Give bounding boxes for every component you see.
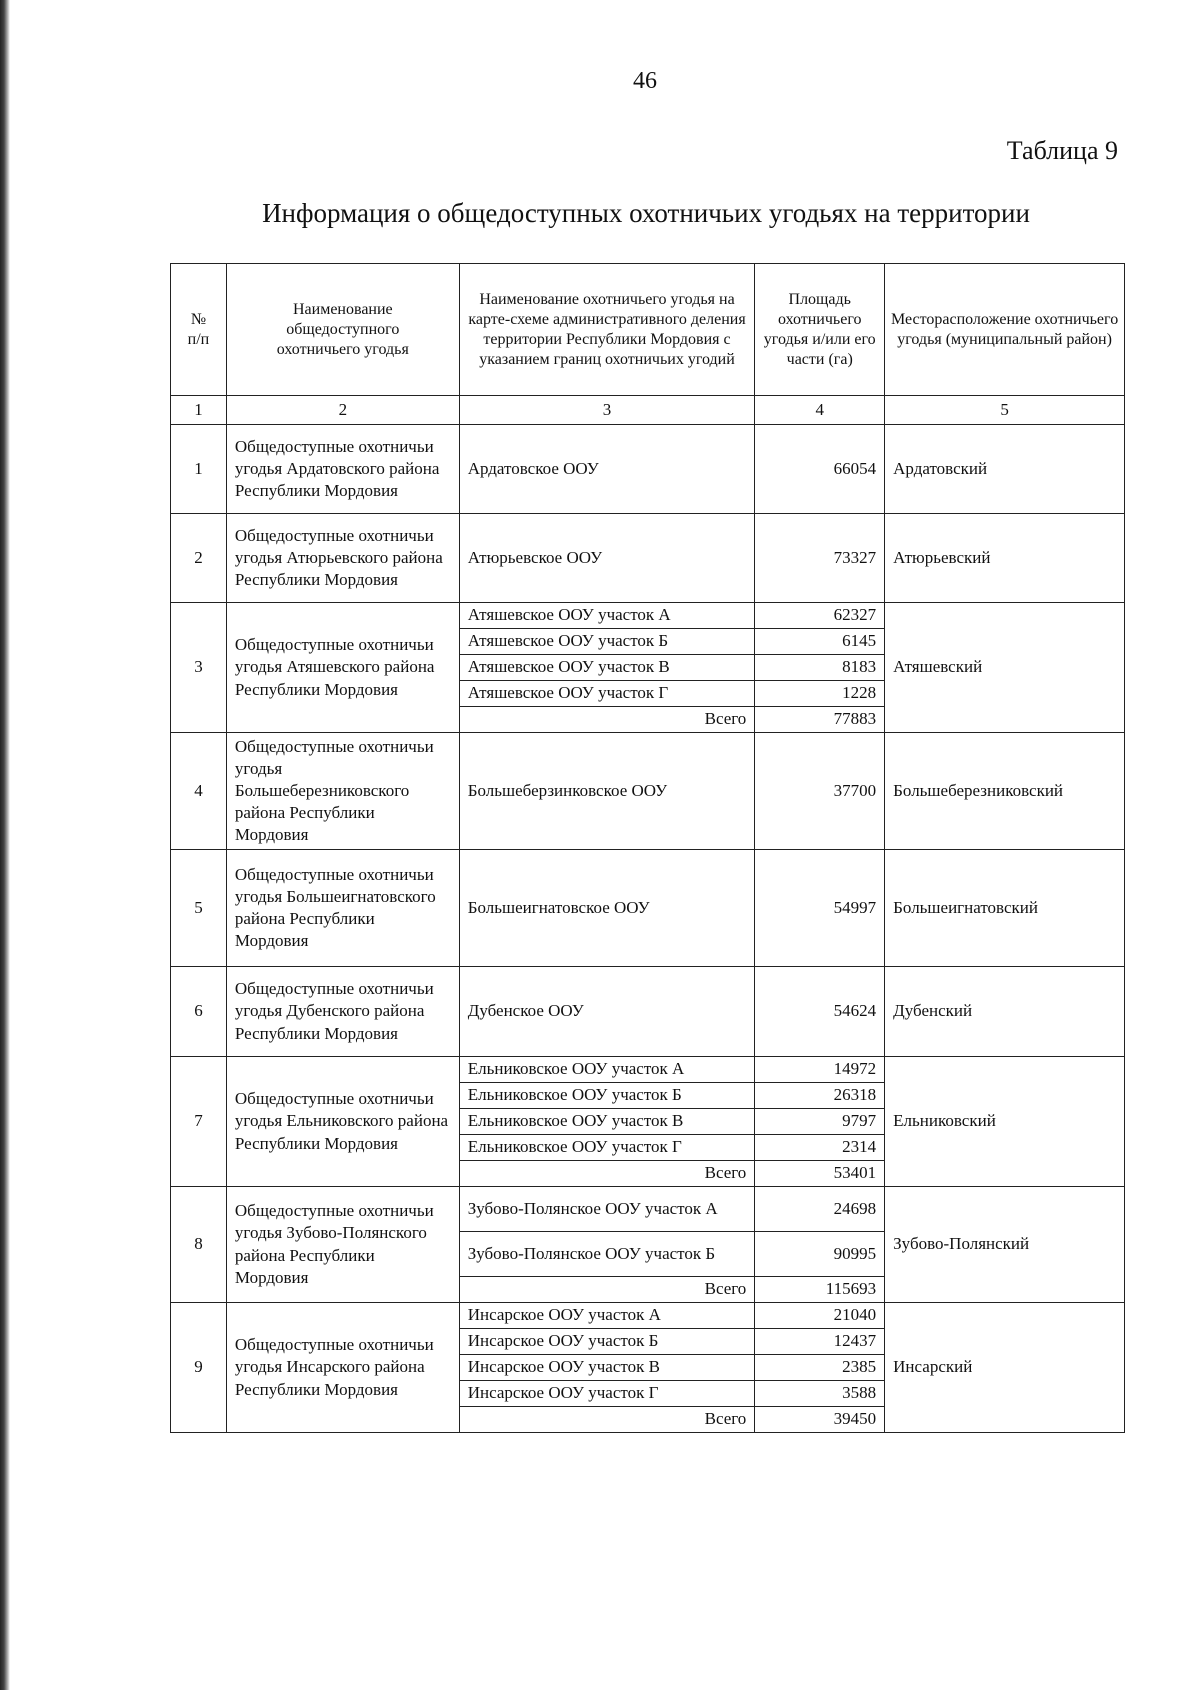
- area-value: 9797: [755, 1109, 885, 1135]
- map-name: Большеигнатовское ООУ: [459, 850, 755, 967]
- table-row: [171, 603, 1125, 629]
- location: Дубенский: [885, 967, 1125, 1057]
- document-title: Информация о общедоступных охотничьих угодьях на территории: [262, 198, 1030, 228]
- area-value: 62327: [755, 603, 885, 629]
- area-value: 54997: [755, 850, 885, 967]
- header-row: [171, 264, 1125, 396]
- table-row: [171, 1187, 1125, 1232]
- map-name: Инсарское ООУ участок Г: [459, 1381, 755, 1407]
- area-value: 14972: [755, 1057, 885, 1083]
- map-name: Инсарское ООУ участок А: [459, 1303, 755, 1329]
- row-number: 4: [171, 733, 227, 850]
- row-number: 7: [171, 1057, 227, 1187]
- scan-edge: [0, 0, 10, 1690]
- map-name: Атяшевское ООУ участок Г: [459, 681, 755, 707]
- header-number: № п/п: [171, 264, 227, 396]
- ground-name: Общедоступные охотничьи угодья Инсарского района Республики Мордовия: [226, 1303, 459, 1433]
- location: Зубово-Полянский: [885, 1187, 1125, 1303]
- column-number: 2: [226, 396, 459, 425]
- row-number: 6: [171, 967, 227, 1057]
- table-row: [171, 733, 1125, 850]
- row-number: 9: [171, 1303, 227, 1433]
- row-number: 1: [171, 425, 227, 514]
- map-name: Зубово-Полянское ООУ участок А: [459, 1187, 755, 1232]
- total-label: Всего: [459, 1277, 755, 1303]
- total-value: 115693: [755, 1277, 885, 1303]
- header-location: Месторасположение охотничьего угодья (муниципальный район): [885, 264, 1125, 396]
- area-value: 1228: [755, 681, 885, 707]
- map-name: Ардатовское ООУ: [459, 425, 755, 514]
- map-name: Ельниковское ООУ участок Б: [459, 1083, 755, 1109]
- total-label: Всего: [459, 1161, 755, 1187]
- total-value: 39450: [755, 1407, 885, 1433]
- column-numbers-row: [171, 396, 1125, 425]
- ground-name: Общедоступные охотничьи угодья Зубово-Полянского района Республики Мордовия: [226, 1187, 459, 1303]
- column-number: 3: [459, 396, 755, 425]
- header-ground-name: Наименование общедоступного охотничьего угодья: [226, 264, 459, 396]
- ground-name: Общедоступные охотничьи угодья Ардатовского района Республики Мордовия: [226, 425, 459, 514]
- table-row: [171, 425, 1125, 514]
- map-name: Зубово-Полянское ООУ участок Б: [459, 1232, 755, 1277]
- area-value: 54624: [755, 967, 885, 1057]
- total-label: Всего: [459, 707, 755, 733]
- column-number: 1: [171, 396, 227, 425]
- map-name: Инсарское ООУ участок Б: [459, 1329, 755, 1355]
- area-value: 6145: [755, 629, 885, 655]
- map-name: Атяшевское ООУ участок А: [459, 603, 755, 629]
- table-body: [171, 396, 1125, 1433]
- area-value: 21040: [755, 1303, 885, 1329]
- table-label: Таблица 9: [1006, 136, 1118, 165]
- table-row: [171, 850, 1125, 967]
- area-value: 66054: [755, 425, 885, 514]
- row-number: 3: [171, 603, 227, 733]
- total-value: 77883: [755, 707, 885, 733]
- map-name: Ельниковское ООУ участок В: [459, 1109, 755, 1135]
- area-value: 2385: [755, 1355, 885, 1381]
- area-value: 90995: [755, 1232, 885, 1277]
- area-value: 26318: [755, 1083, 885, 1109]
- total-value: 53401: [755, 1161, 885, 1187]
- table-row: [171, 967, 1125, 1057]
- map-name: Атяшевское ООУ участок Б: [459, 629, 755, 655]
- map-name: Дубенское ООУ: [459, 967, 755, 1057]
- area-value: 3588: [755, 1381, 885, 1407]
- map-name: Большеберзинковское ООУ: [459, 733, 755, 850]
- area-value: 24698: [755, 1187, 885, 1232]
- map-name: Ельниковское ООУ участок А: [459, 1057, 755, 1083]
- area-value: 8183: [755, 655, 885, 681]
- total-label: Всего: [459, 1407, 755, 1433]
- ground-name: Общедоступные охотничьи угодья Большеберезниковского района Республики Мордовия: [226, 733, 459, 850]
- location: Атюрьевский: [885, 514, 1125, 603]
- ground-name: Общедоступные охотничьи угодья Ельниковского района Республики Мордовия: [226, 1057, 459, 1187]
- location: Ельниковский: [885, 1057, 1125, 1187]
- map-name: Ельниковское ООУ участок Г: [459, 1135, 755, 1161]
- table-header: [171, 264, 1125, 396]
- page-number: 46: [633, 68, 657, 94]
- table-row: [171, 1303, 1125, 1329]
- ground-name: Общедоступные охотничьи угодья Атяшевского района Республики Мордовия: [226, 603, 459, 733]
- area-value: 73327: [755, 514, 885, 603]
- header-map-name: Наименование охотничьего угодья на карте-схеме административного деления территории Республики Мордовия с указанием границ охотничьих угодий: [459, 264, 755, 396]
- ground-name: Общедоступные охотничьи угодья Дубенского района Республики Мордовия: [226, 967, 459, 1057]
- row-number: 2: [171, 514, 227, 603]
- map-name: Атюрьевское ООУ: [459, 514, 755, 603]
- ground-name: Общедоступные охотничьи угодья Большеигнатовского района Республики Мордовия: [226, 850, 459, 967]
- location: Большеберезниковский: [885, 733, 1125, 850]
- ground-name: Общедоступные охотничьи угодья Атюрьевского района Республики Мордовия: [226, 514, 459, 603]
- location: Атяшевский: [885, 603, 1125, 733]
- header-area: Площадь охотничьего угодья и/или его части (га): [755, 264, 885, 396]
- location: Инсарский: [885, 1303, 1125, 1433]
- table-row: [171, 514, 1125, 603]
- location: Большеигнатовский: [885, 850, 1125, 967]
- row-number: 8: [171, 1187, 227, 1303]
- row-number: 5: [171, 850, 227, 967]
- map-name: Атяшевское ООУ участок В: [459, 655, 755, 681]
- column-number: 5: [885, 396, 1125, 425]
- hunting-grounds-table: [170, 263, 1125, 1433]
- table-row: [171, 1057, 1125, 1083]
- location: Ардатовский: [885, 425, 1125, 514]
- column-number: 4: [755, 396, 885, 425]
- area-value: 2314: [755, 1135, 885, 1161]
- area-value: 37700: [755, 733, 885, 850]
- map-name: Инсарское ООУ участок В: [459, 1355, 755, 1381]
- area-value: 12437: [755, 1329, 885, 1355]
